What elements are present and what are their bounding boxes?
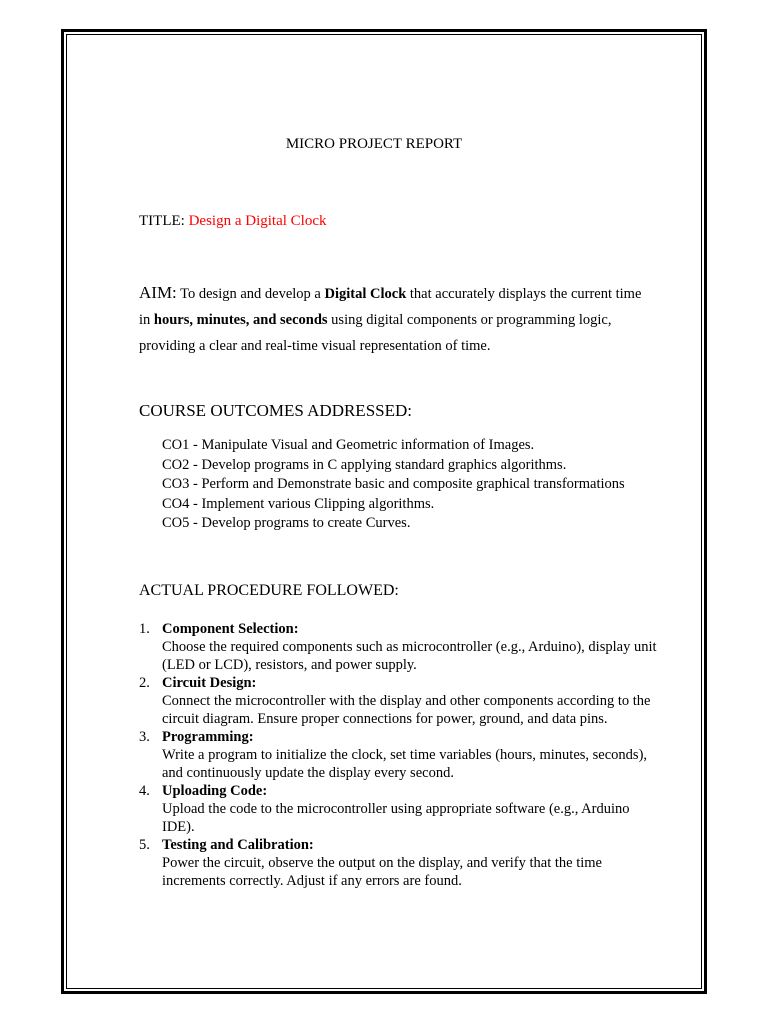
procedure-step-number: 3. — [139, 729, 150, 745]
procedure-step-number: 5. — [139, 837, 150, 853]
procedure-step-name: Component Selection: — [162, 621, 299, 637]
aim-text-3: using digital components or programming logic, providing a clear and real-time visual representation of time. — [139, 312, 612, 354]
course-outcome-item: CO4 - Implement various Clipping algorithms. — [162, 495, 435, 512]
procedure-step-number: 4. — [139, 783, 150, 799]
course-outcomes-list — [162, 436, 625, 534]
course-outcome-item: CO5 - Develop programs to create Curves. — [162, 515, 411, 531]
aim-bold-2: hours, minutes, and seconds — [153, 312, 328, 328]
course-outcome-item: CO3 - Perform and Demonstrate basic and composite graphical transformations — [162, 476, 625, 492]
procedure-list — [139, 620, 659, 890]
procedure-step-desc: Power the circuit, observe the output on the display, and verify that the time increments correctly. Adjust if any errors are found. — [162, 855, 602, 889]
procedure-heading: ACTUAL PROCEDURE FOLLOWED: — [139, 582, 399, 599]
report-title: MICRO PROJECT REPORT — [285, 136, 463, 152]
course-outcomes-heading: COURSE OUTCOMES ADDRESSED: — [139, 401, 412, 420]
procedure-step-desc: Connect the microcontroller with the display and other components according to the circuit diagram. Ensure proper connections for power, ground, and data pins. — [162, 693, 651, 727]
aim-paragraph — [139, 280, 644, 359]
course-outcome-item: CO2 - Develop programs in C applying standard graphics algorithms. — [162, 456, 567, 473]
procedure-step-number: 1. — [139, 621, 150, 637]
aim-text-1: To design and develop a — [176, 286, 325, 302]
procedure-step-desc: Upload the code to the microcontroller using appropriate software (e.g., Arduino IDE). — [162, 801, 630, 835]
procedure-step-name: Circuit Design: — [162, 675, 257, 691]
procedure-step-desc: Choose the required components such as microcontroller (e.g., Arduino), display unit (LED or LCD), resistors, and power supply. — [162, 639, 657, 673]
procedure-step — [139, 728, 659, 782]
procedure-step — [139, 620, 659, 674]
procedure-step — [139, 836, 659, 890]
aim-text-2: that accurately displays the current time in — [139, 286, 642, 328]
procedure-step-desc: Write a program to initialize the clock, set time variables (hours, minutes, seconds), and continuously update the display every second. — [162, 747, 648, 781]
project-title-value: Design a Digital Clock — [188, 213, 327, 229]
course-outcome-item: CO1 - Manipulate Visual and Geometric information of Images. — [162, 437, 535, 453]
project-title-label: TITLE: — [139, 213, 185, 229]
procedure-step-number: 2. — [139, 675, 150, 691]
aim-bold-1: Digital Clock — [324, 286, 407, 302]
project-title-line — [139, 213, 326, 230]
procedure-step-name: Programming: — [162, 729, 254, 745]
procedure-step — [139, 782, 659, 836]
procedure-step — [139, 674, 659, 728]
aim-label: AIM: — [139, 283, 177, 302]
procedure-step-name: Testing and Calibration: — [162, 837, 314, 853]
procedure-step-name: Uploading Code: — [162, 783, 268, 799]
